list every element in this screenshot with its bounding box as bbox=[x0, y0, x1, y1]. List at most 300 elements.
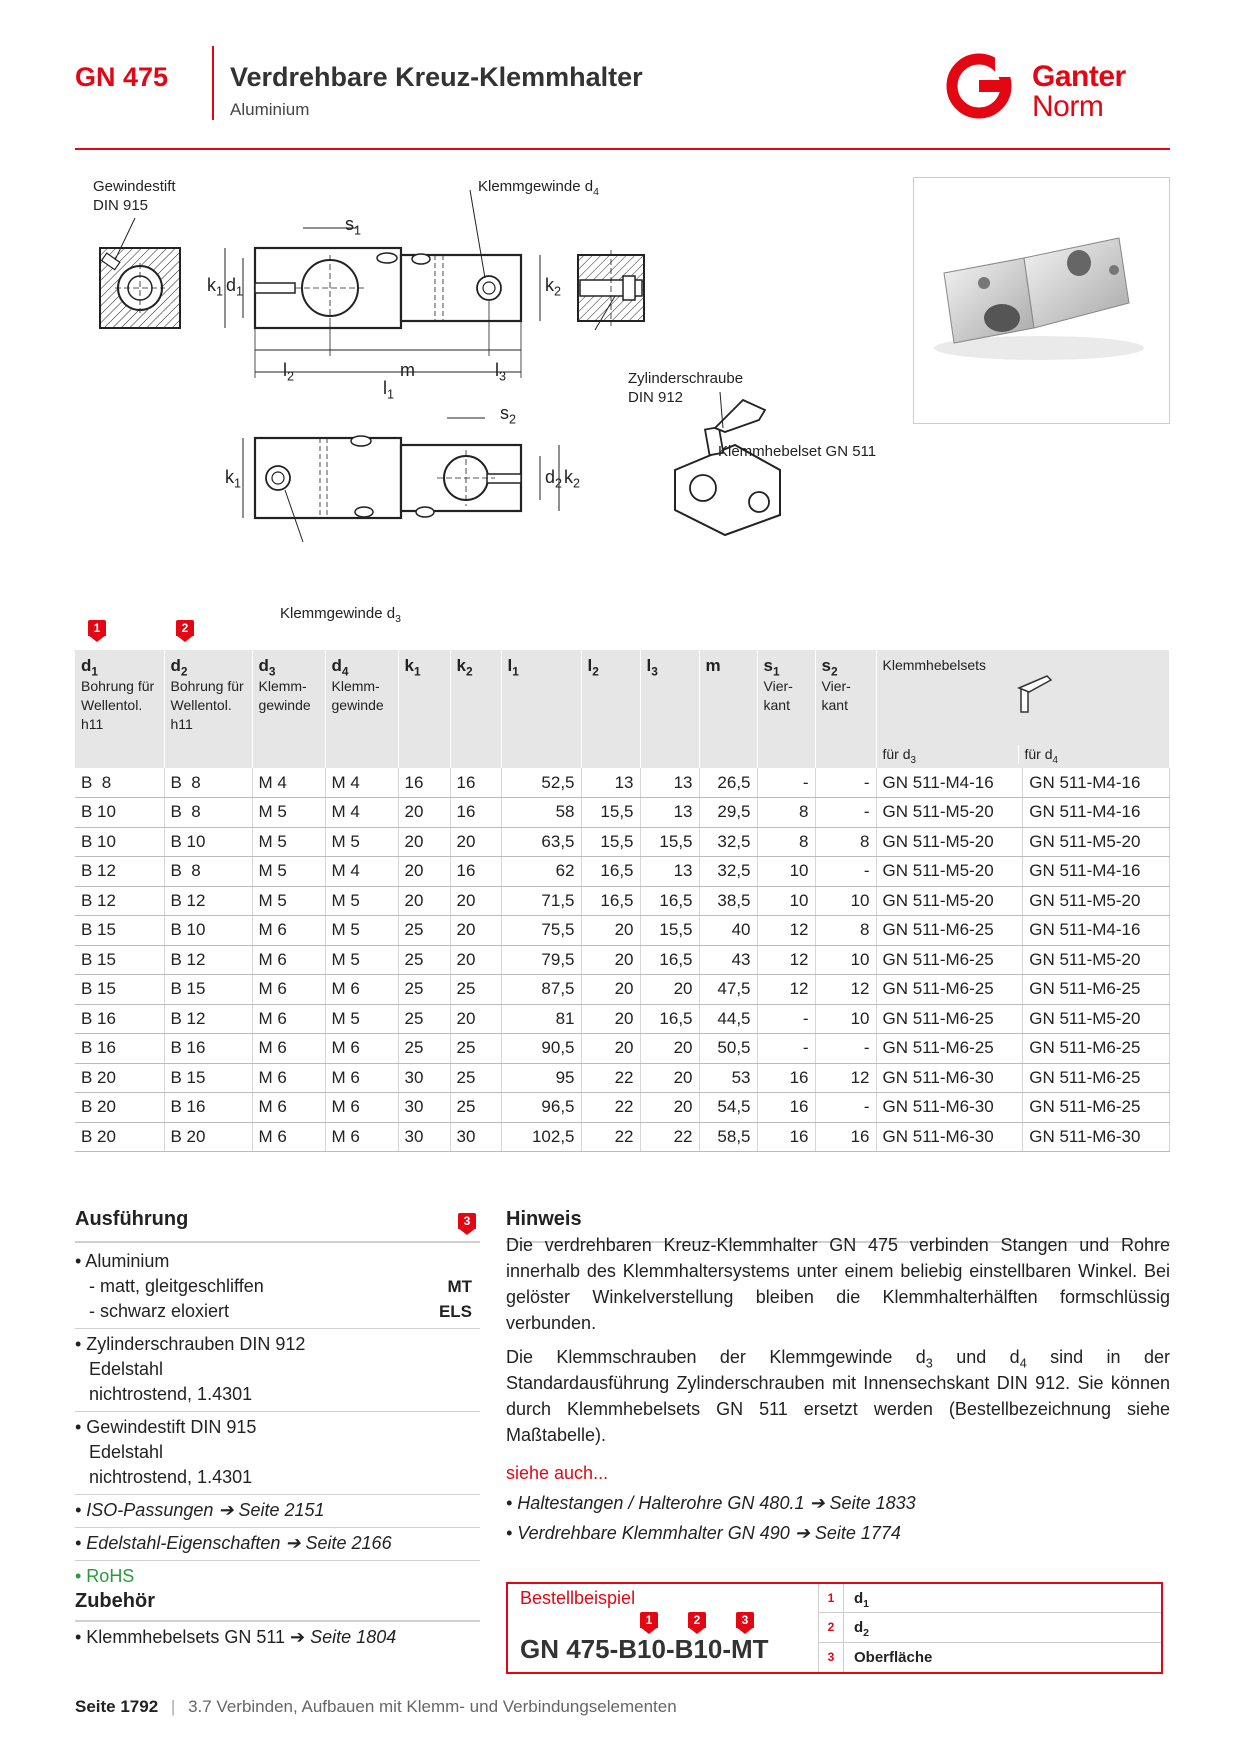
order-code: GN 475-B10-B10-MT bbox=[520, 1634, 769, 1664]
table-cell: 15,5 bbox=[581, 798, 640, 828]
marker-2: 2 bbox=[176, 620, 194, 642]
ausfuehrung-title: Ausführung bbox=[75, 1208, 189, 1230]
table-cell: M 4 bbox=[325, 768, 398, 798]
table-cell: 12 bbox=[757, 975, 815, 1005]
table-cell: M 4 bbox=[325, 857, 398, 887]
footer-page: Seite 1792 bbox=[75, 1697, 159, 1716]
table-cell: 30 bbox=[398, 1063, 450, 1093]
table-cell: B 16 bbox=[75, 1004, 164, 1034]
table-cell: 25 bbox=[398, 916, 450, 946]
table-cell: M 5 bbox=[325, 886, 398, 916]
table-cell: 20 bbox=[640, 1093, 699, 1123]
table-cell: 15,5 bbox=[640, 827, 699, 857]
table-cell: 75,5 bbox=[501, 916, 581, 946]
table-cell: GN 511-M4-16 bbox=[1023, 768, 1170, 798]
col-l3: $l_3$ bbox=[640, 650, 699, 768]
table-cell: B 16 bbox=[75, 1034, 164, 1064]
table-cell: 15,5 bbox=[640, 916, 699, 946]
dim-d2: $d_2$ bbox=[545, 467, 563, 491]
table-cell: GN 511-M5-20 bbox=[1023, 945, 1170, 975]
table-cell: B 16 bbox=[164, 1034, 252, 1064]
page-subtitle: Aluminium bbox=[230, 100, 310, 119]
table-cell: 32,5 bbox=[699, 857, 757, 887]
table-cell: 25 bbox=[398, 1004, 450, 1034]
table-row bbox=[75, 1063, 1170, 1093]
klemmhebelsets-label: Klemmhebelsets bbox=[882, 657, 986, 673]
table-cell: 43 bbox=[699, 945, 757, 975]
table-row bbox=[75, 1034, 1170, 1064]
table-cell: 47,5 bbox=[699, 975, 757, 1005]
product-code: GN 475 bbox=[75, 62, 169, 92]
table-cell: GN 511-M6-25 bbox=[1023, 1034, 1170, 1064]
dim-l3: $l_3$ bbox=[495, 360, 507, 384]
table-cell: M 5 bbox=[325, 827, 398, 857]
table-cell: 16,5 bbox=[640, 945, 699, 975]
table-header-row bbox=[75, 650, 1170, 768]
table-cell: 8 bbox=[815, 916, 876, 946]
dim-d1: $d_1$ bbox=[226, 275, 244, 299]
label-klemmgewinde-d4: Klemmgewinde $d_4$ bbox=[478, 178, 599, 198]
table-cell: M 6 bbox=[252, 1004, 325, 1034]
table-cell: M 5 bbox=[252, 886, 325, 916]
table-cell: B 8 bbox=[164, 857, 252, 887]
col-d4: $d_4$ Klemm- gewinde bbox=[325, 650, 398, 768]
col-k1: $k_1$ bbox=[398, 650, 450, 768]
table-cell: 8 bbox=[757, 798, 815, 828]
order-example-left bbox=[508, 1584, 818, 1672]
table-row bbox=[75, 975, 1170, 1005]
table-cell: M 5 bbox=[252, 798, 325, 828]
table-cell: B 20 bbox=[75, 1063, 164, 1093]
table-cell: 16,5 bbox=[640, 1004, 699, 1034]
dim-s2: $s_2$ bbox=[500, 403, 517, 427]
table-cell: - bbox=[815, 857, 876, 887]
item-zylinderschrauben: • Zylinderschrauben DIN 912 bbox=[75, 1334, 306, 1354]
table-cell: GN 511-M5-20 bbox=[876, 886, 1023, 916]
table-cell: 20 bbox=[640, 1034, 699, 1064]
hinweis-p1: Die verdrehbaren Kreuz-Klemmhalter GN 475 verbinden Stangen und Rohre innerhalb des Klemmhaltersystems unter einem beliebig einstellbaren Winkel. Bei gelöster Winkelverstellung bleiben die Klemmhalterhälften formschlüssig verbunden. bbox=[506, 1235, 1170, 1333]
table-cell: M 5 bbox=[325, 1004, 398, 1034]
table-cell: 44,5 bbox=[699, 1004, 757, 1034]
siehe-label: siehe auch... bbox=[506, 1463, 609, 1483]
label-gewindestift: Gewindestift bbox=[93, 178, 176, 195]
zubehoer-title: Zubehör bbox=[75, 1590, 155, 1612]
table-cell: B 15 bbox=[75, 975, 164, 1005]
table-cell: 12 bbox=[815, 975, 876, 1005]
table-cell: 87,5 bbox=[501, 975, 581, 1005]
table-cell: B 10 bbox=[164, 916, 252, 946]
page-header bbox=[75, 40, 1170, 150]
table-cell: 16 bbox=[450, 857, 501, 887]
table-cell: B 15 bbox=[75, 945, 164, 975]
item-gew-nichtrostend: nichtrostend, 1.4301 bbox=[89, 1467, 253, 1487]
order-legend bbox=[818, 1584, 1161, 1672]
table-cell: M 6 bbox=[325, 975, 398, 1005]
table-cell: GN 511-M6-30 bbox=[876, 1093, 1023, 1123]
table-cell: M 5 bbox=[252, 827, 325, 857]
label-klemmhebelset: Klemmhebelset GN 511 bbox=[718, 443, 877, 460]
table-cell: 22 bbox=[640, 1122, 699, 1152]
table-cell: 25 bbox=[450, 1034, 501, 1064]
table-cell: M 6 bbox=[325, 1122, 398, 1152]
table-cell: 29,5 bbox=[699, 798, 757, 828]
table-cell: 13 bbox=[640, 857, 699, 887]
table-cell: M 6 bbox=[252, 1122, 325, 1152]
table-cell: 20 bbox=[640, 975, 699, 1005]
table-cell: B 8 bbox=[75, 768, 164, 798]
table-cell: 25 bbox=[398, 975, 450, 1005]
table-cell: 50,5 bbox=[699, 1034, 757, 1064]
zubehoer-rule bbox=[75, 1620, 480, 1622]
table-cell: GN 511-M6-25 bbox=[876, 1034, 1023, 1064]
table-cell: 20 bbox=[581, 1004, 640, 1034]
table-cell: - bbox=[815, 798, 876, 828]
table-cell: 40 bbox=[699, 916, 757, 946]
table-cell: 12 bbox=[757, 916, 815, 946]
rohs-label: • RoHS bbox=[75, 1566, 135, 1586]
order-marker-2: 2 bbox=[688, 1612, 706, 1634]
table-cell: 25 bbox=[450, 975, 501, 1005]
table-cell: - bbox=[757, 768, 815, 798]
item-aluminium: • Aluminium bbox=[75, 1251, 170, 1271]
table-cell: B 15 bbox=[75, 916, 164, 946]
table-cell: 20 bbox=[581, 1034, 640, 1064]
table-cell: GN 511-M6-25 bbox=[876, 1004, 1023, 1034]
table-cell: 10 bbox=[815, 1004, 876, 1034]
hinweis-p2: Die Klemmschrauben der Klemmgewinde $d_3$ und $d_4$ sind in der Standardausführung Zylinderschrauben mit Innensechskant DIN 912. Sie können durch Klemmhebelsets GN 511 ersetzt werden (Bestellbezeichnung siehe Maßtabelle). bbox=[506, 1347, 1170, 1445]
label-din912: DIN 912 bbox=[628, 389, 684, 406]
table-cell: 20 bbox=[450, 1004, 501, 1034]
table-cell: GN 511-M6-30 bbox=[876, 1122, 1023, 1152]
dim-m: m bbox=[400, 360, 415, 380]
table-row bbox=[75, 1122, 1170, 1152]
table-cell: 22 bbox=[581, 1063, 640, 1093]
product-photo-image bbox=[914, 178, 1169, 423]
table-cell: 30 bbox=[398, 1093, 450, 1123]
col-klemmhebelsets bbox=[876, 650, 1170, 768]
table-cell: 20 bbox=[398, 827, 450, 857]
table-cell: - bbox=[815, 1093, 876, 1123]
order-example bbox=[506, 1582, 1163, 1674]
list-item bbox=[75, 1329, 480, 1412]
table-cell: - bbox=[815, 1034, 876, 1064]
table-cell: 20 bbox=[640, 1063, 699, 1093]
col-d3: $d_3$ Klemm- gewinde bbox=[252, 650, 325, 768]
table-cell: 25 bbox=[398, 945, 450, 975]
item-zyl-material: Edelstahl bbox=[89, 1359, 164, 1379]
table-cell: GN 511-M4-16 bbox=[1023, 916, 1170, 946]
dim-k1-top: $k_1$ bbox=[207, 275, 224, 299]
table-cell: 20 bbox=[398, 857, 450, 887]
marker-1: 1 bbox=[88, 620, 106, 642]
table-cell: 63,5 bbox=[501, 827, 581, 857]
table-cell: 13 bbox=[581, 768, 640, 798]
item-gewindestift: • Gewindestift DIN 915 bbox=[75, 1417, 257, 1437]
table-cell: B 12 bbox=[75, 857, 164, 887]
item-zyl-nichtrostend: nichtrostend, 1.4301 bbox=[89, 1384, 253, 1404]
table-cell: - bbox=[815, 768, 876, 798]
table-cell: 12 bbox=[815, 1063, 876, 1093]
code-els: ELS bbox=[438, 1302, 472, 1321]
section-view-right bbox=[578, 250, 644, 330]
table-cell: B 12 bbox=[164, 945, 252, 975]
table-row bbox=[75, 1093, 1170, 1123]
link-haltestangen[interactable]: • Haltestangen / Halterohre GN 480.1 ➔ Seite 1833 bbox=[506, 1493, 916, 1513]
table-cell: 16 bbox=[450, 768, 501, 798]
table-cell: GN 511-M5-20 bbox=[1023, 827, 1170, 857]
table-cell: B 20 bbox=[75, 1093, 164, 1123]
table-cell: 10 bbox=[815, 945, 876, 975]
table-cell: GN 511-M6-25 bbox=[876, 975, 1023, 1005]
table-cell: B 15 bbox=[164, 1063, 252, 1093]
dim-l1: $l_1$ bbox=[383, 378, 395, 402]
table-cell: GN 511-M5-20 bbox=[876, 798, 1023, 828]
lever-set-sketch bbox=[675, 392, 780, 535]
dim-l2: $l_2$ bbox=[283, 360, 295, 384]
table-cell: GN 511-M4-16 bbox=[1023, 798, 1170, 828]
ausfuehrung-list bbox=[75, 1246, 480, 1593]
footer-divider: | bbox=[170, 1697, 176, 1716]
table-cell: B 12 bbox=[164, 1004, 252, 1034]
table-cell: 16 bbox=[757, 1063, 815, 1093]
table-cell: 90,5 bbox=[501, 1034, 581, 1064]
table-cell: 16,5 bbox=[581, 857, 640, 887]
table-cell: 15,5 bbox=[581, 827, 640, 857]
lever-icon bbox=[1007, 668, 1057, 718]
header-rule bbox=[75, 148, 1170, 150]
hinweis-text bbox=[506, 1232, 1170, 1456]
table-cell: 16 bbox=[757, 1122, 815, 1152]
item-schwarz: - schwarz eloxiert ELS bbox=[75, 1299, 480, 1324]
table-cell: 20 bbox=[581, 975, 640, 1005]
table-cell: 30 bbox=[450, 1122, 501, 1152]
table-row bbox=[75, 916, 1170, 946]
table-cell: 20 bbox=[398, 886, 450, 916]
table-cell: M 6 bbox=[325, 1093, 398, 1123]
table-cell: M 5 bbox=[325, 945, 398, 975]
col-l2: $l_2$ bbox=[581, 650, 640, 768]
table-cell: 20 bbox=[450, 945, 501, 975]
table-cell: 79,5 bbox=[501, 945, 581, 975]
table-cell: M 6 bbox=[252, 1063, 325, 1093]
table-cell: M 6 bbox=[252, 1034, 325, 1064]
ganter-norm-logo bbox=[945, 52, 1170, 123]
code-mt: MT bbox=[447, 1277, 472, 1296]
table-cell: GN 511-M4-16 bbox=[1023, 857, 1170, 887]
product-photo bbox=[913, 177, 1170, 424]
table-cell: M 6 bbox=[252, 975, 325, 1005]
item-matt: - matt, gleitgeschliffen MT bbox=[75, 1274, 480, 1299]
drawing-svg bbox=[75, 170, 885, 630]
table-cell: 13 bbox=[640, 798, 699, 828]
dim-k2-bottom: $k_2$ bbox=[564, 467, 581, 491]
table-row bbox=[75, 945, 1170, 975]
table-cell: M 4 bbox=[252, 768, 325, 798]
table-cell: B 8 bbox=[164, 798, 252, 828]
table-cell: B 10 bbox=[75, 827, 164, 857]
marker-3: 3 bbox=[458, 1213, 476, 1235]
col-l1: $l_1$ bbox=[501, 650, 581, 768]
table-cell: M 6 bbox=[252, 1093, 325, 1123]
link-klemmhalter-gn490[interactable]: • Verdrehbare Klemmhalter GN 490 ➔ Seite 1774 bbox=[506, 1523, 901, 1543]
table-cell: 62 bbox=[501, 857, 581, 887]
section-view-left bbox=[100, 218, 180, 328]
table-cell: 16,5 bbox=[640, 886, 699, 916]
order-marker-1: 1 bbox=[640, 1612, 658, 1634]
table-cell: 10 bbox=[757, 886, 815, 916]
table-cell: 20 bbox=[581, 945, 640, 975]
table-cell: M 6 bbox=[325, 1034, 398, 1064]
dim-k2-top: $k_2$ bbox=[545, 275, 562, 299]
table-cell: 53 bbox=[699, 1063, 757, 1093]
page-title: Verdrehbare Kreuz-Klemmhalter bbox=[230, 62, 643, 92]
table-cell: 16,5 bbox=[581, 886, 640, 916]
table-cell: B 10 bbox=[75, 798, 164, 828]
label-din915: DIN 915 bbox=[93, 197, 149, 214]
table-cell: 81 bbox=[501, 1004, 581, 1034]
table-cell: 58 bbox=[501, 798, 581, 828]
col-s2: $s_2$ Vier- kant bbox=[815, 650, 876, 768]
page-footer bbox=[75, 1697, 677, 1717]
table-cell: 38,5 bbox=[699, 886, 757, 916]
table-cell: 25 bbox=[398, 1034, 450, 1064]
table-cell: 25 bbox=[450, 1093, 501, 1123]
list-item bbox=[75, 1412, 480, 1495]
table-row bbox=[75, 857, 1170, 887]
table-cell: 20 bbox=[581, 916, 640, 946]
list-item bbox=[75, 1246, 480, 1329]
col-k2: $k_2$ bbox=[450, 650, 501, 768]
hinweis-title: Hinweis bbox=[506, 1208, 582, 1230]
table-cell: GN 511-M6-25 bbox=[1023, 1093, 1170, 1123]
table-cell: 16 bbox=[398, 768, 450, 798]
footer-section: 3.7 Verbinden, Aufbauen mit Klemm- und Verbindungselementen bbox=[188, 1697, 677, 1716]
table-cell: 20 bbox=[398, 798, 450, 828]
table-cell: B 8 bbox=[164, 768, 252, 798]
table-cell: B 20 bbox=[164, 1122, 252, 1152]
table-cell: GN 511-M6-25 bbox=[876, 916, 1023, 946]
table-cell: 22 bbox=[581, 1093, 640, 1123]
order-legend-row: 2 $d_2$ bbox=[819, 1613, 1161, 1642]
table-cell: M 6 bbox=[252, 916, 325, 946]
table-cell: 26,5 bbox=[699, 768, 757, 798]
table-cell: 13 bbox=[640, 768, 699, 798]
table-cell: 71,5 bbox=[501, 886, 581, 916]
table-cell: 12 bbox=[757, 945, 815, 975]
dim-k1-bottom: $k_1$ bbox=[225, 467, 242, 491]
order-marker-3: 3 bbox=[736, 1612, 754, 1634]
table-row bbox=[75, 827, 1170, 857]
table-cell: GN 511-M6-25 bbox=[1023, 975, 1170, 1005]
item-gew-material: Edelstahl bbox=[89, 1442, 164, 1462]
edelstahl-link[interactable]: • Edelstahl-Eigenschaften ➔ Seite 2166 bbox=[75, 1528, 480, 1561]
table-cell: GN 511-M6-30 bbox=[1023, 1122, 1170, 1152]
front-view-bottom bbox=[243, 418, 559, 542]
col-d1: $d_1$ Bohrung für Wellentol. h11 bbox=[75, 650, 164, 768]
table-cell: M 6 bbox=[325, 1063, 398, 1093]
table-cell: GN 511-M5-20 bbox=[1023, 886, 1170, 916]
table-row bbox=[75, 886, 1170, 916]
table-row bbox=[75, 1004, 1170, 1034]
table-cell: - bbox=[757, 1034, 815, 1064]
order-legend-row: 1 $d_1$ bbox=[819, 1584, 1161, 1613]
table-cell: 8 bbox=[815, 827, 876, 857]
table-cell: 10 bbox=[815, 886, 876, 916]
table-row bbox=[75, 768, 1170, 798]
table-cell: B 12 bbox=[75, 886, 164, 916]
siehe-auch bbox=[506, 1458, 1170, 1548]
table-cell: M 4 bbox=[325, 798, 398, 828]
order-legend-row: 3 Oberfläche bbox=[819, 1643, 1161, 1672]
dim-s1: $s_1$ bbox=[345, 214, 362, 238]
table-cell: GN 511-M5-20 bbox=[876, 827, 1023, 857]
table-cell: B 10 bbox=[164, 827, 252, 857]
table-cell: B 15 bbox=[164, 975, 252, 1005]
col-d2: $d_2$ Bohrung für Wellentol. h11 bbox=[164, 650, 252, 768]
label-zylinderschraube: Zylinderschraube bbox=[628, 370, 744, 387]
table-cell: M 5 bbox=[325, 916, 398, 946]
zubehoer-item[interactable]: • Klemmhebelsets GN 511 ➔ Seite 1804 bbox=[75, 1627, 397, 1647]
dimension-table bbox=[75, 650, 1170, 1152]
table-cell: GN 511-M5-20 bbox=[876, 857, 1023, 887]
table-cell: M 5 bbox=[252, 857, 325, 887]
logo-text-norm: Norm bbox=[1032, 90, 1104, 123]
table-cell: 102,5 bbox=[501, 1122, 581, 1152]
iso-link[interactable]: • ISO-Passungen ➔ Seite 2151 bbox=[75, 1495, 480, 1528]
table-cell: B 16 bbox=[164, 1093, 252, 1123]
label-klemmgewinde-d3: Klemmgewinde $d_3$ bbox=[280, 605, 401, 625]
table-cell: M 6 bbox=[252, 945, 325, 975]
table-cell: B 20 bbox=[75, 1122, 164, 1152]
table-cell: 32,5 bbox=[699, 827, 757, 857]
table-cell: 16 bbox=[757, 1093, 815, 1123]
table-cell: GN 511-M5-20 bbox=[1023, 1004, 1170, 1034]
technical-drawing bbox=[75, 170, 885, 630]
fuer-d3-label: für $d_3$ bbox=[882, 746, 916, 766]
table-cell: 95 bbox=[501, 1063, 581, 1093]
table-cell: 16 bbox=[450, 798, 501, 828]
table-cell: GN 511-M6-25 bbox=[876, 945, 1023, 975]
table-row bbox=[75, 798, 1170, 828]
col-m: m bbox=[699, 650, 757, 768]
table-cell: 8 bbox=[757, 827, 815, 857]
order-label: Bestellbeispiel bbox=[520, 1588, 636, 1608]
table-cell: 10 bbox=[757, 857, 815, 887]
table-cell: 20 bbox=[450, 916, 501, 946]
table-cell: B 12 bbox=[164, 886, 252, 916]
logo-mark-icon bbox=[945, 52, 1025, 120]
table-cell: - bbox=[757, 1004, 815, 1034]
col-s1: $s_1$ Vier- kant bbox=[757, 650, 815, 768]
table-cell: 30 bbox=[398, 1122, 450, 1152]
table-cell: GN 511-M6-30 bbox=[876, 1063, 1023, 1093]
fuer-d4-label: für $d_4$ bbox=[1018, 745, 1058, 764]
table-cell: 52,5 bbox=[501, 768, 581, 798]
table-cell: 58,5 bbox=[699, 1122, 757, 1152]
table-cell: 20 bbox=[450, 827, 501, 857]
table-cell: GN 511-M4-16 bbox=[876, 768, 1023, 798]
table-cell: 16 bbox=[815, 1122, 876, 1152]
table-cell: GN 511-M6-25 bbox=[1023, 1063, 1170, 1093]
logo-text-ganter: Ganter bbox=[1032, 60, 1126, 93]
table-cell: 25 bbox=[450, 1063, 501, 1093]
table-cell: 96,5 bbox=[501, 1093, 581, 1123]
ausfuehrung-rule bbox=[75, 1241, 480, 1243]
front-view-top bbox=[225, 190, 540, 378]
table-cell: 54,5 bbox=[699, 1093, 757, 1123]
table-cell: 22 bbox=[581, 1122, 640, 1152]
header-divider bbox=[212, 46, 214, 120]
